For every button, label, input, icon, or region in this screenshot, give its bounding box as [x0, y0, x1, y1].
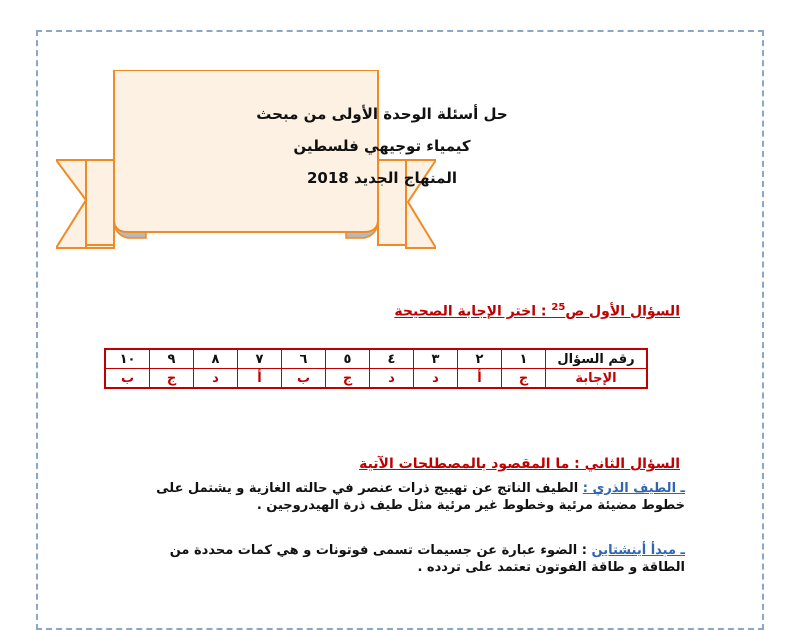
question-number: ٣ — [414, 349, 458, 369]
answer-cell: د — [194, 369, 238, 389]
banner-title — [232, 98, 532, 194]
definition-item — [125, 542, 685, 576]
row-header-numbers: رقم السؤال — [546, 349, 648, 369]
definition-term: ـ الطيف الذري : — [582, 481, 685, 496]
question-number: ٨ — [194, 349, 238, 369]
answer-cell: أ — [238, 369, 282, 389]
banner-line-2: كيمياء توجيهي فلسطين — [293, 137, 471, 155]
definition-term: ـ مبدأ أينشتاين — [591, 543, 685, 558]
answer-cell: أ — [458, 369, 502, 389]
answer-table — [104, 348, 648, 389]
answer-cell: ج — [150, 369, 194, 389]
question-number: ٥ — [326, 349, 370, 369]
question-number-row — [105, 349, 647, 369]
question-number: ٧ — [238, 349, 282, 369]
answer-cell: د — [370, 369, 414, 389]
banner-line-3: المنهاج الجديد 2018 — [306, 169, 458, 187]
row-header-answers: الإجابة — [546, 369, 648, 389]
question-1-heading — [394, 302, 680, 320]
question-1-suffix: : اختر الإجابة الصحيحة — [394, 303, 547, 320]
definition-text: الطيف الناتج عن تهييج ذرات عنصر في حالته الغازية و يشتمل على خطوط مضيئة مرئية وخطوط غير مرئية مثل طيف ذرة الهيدروجين . — [156, 481, 685, 513]
question-1-prefix: السؤال الأول ص — [565, 303, 680, 320]
answer-cell: د — [414, 369, 458, 389]
question-2-heading: السؤال الثاني : ما المقصود بالمصطلحات الآتية — [359, 456, 680, 472]
answer-row — [105, 369, 647, 389]
definition-text: : الضوء عبارة عن جسيمات تسمى فوتونات و هي كمات محددة من الطاقة و طاقة الفوتون تعتمد على تردده . — [169, 543, 685, 575]
question-number: ١ — [502, 349, 546, 369]
answer-cell: ج — [502, 369, 546, 389]
answer-cell: ب — [105, 369, 150, 389]
question-number: ٩ — [150, 349, 194, 369]
question-number: ١٠ — [105, 349, 150, 369]
definition-item — [125, 480, 685, 514]
question-1-page: 25 — [551, 302, 566, 313]
question-number: ٢ — [458, 349, 502, 369]
answer-cell: ب — [282, 369, 326, 389]
answer-cell: ج — [326, 369, 370, 389]
question-number: ٦ — [282, 349, 326, 369]
question-number: ٤ — [370, 349, 414, 369]
banner-line-1: حل أسئلة الوحدة الأولى من مبحث — [256, 105, 508, 123]
